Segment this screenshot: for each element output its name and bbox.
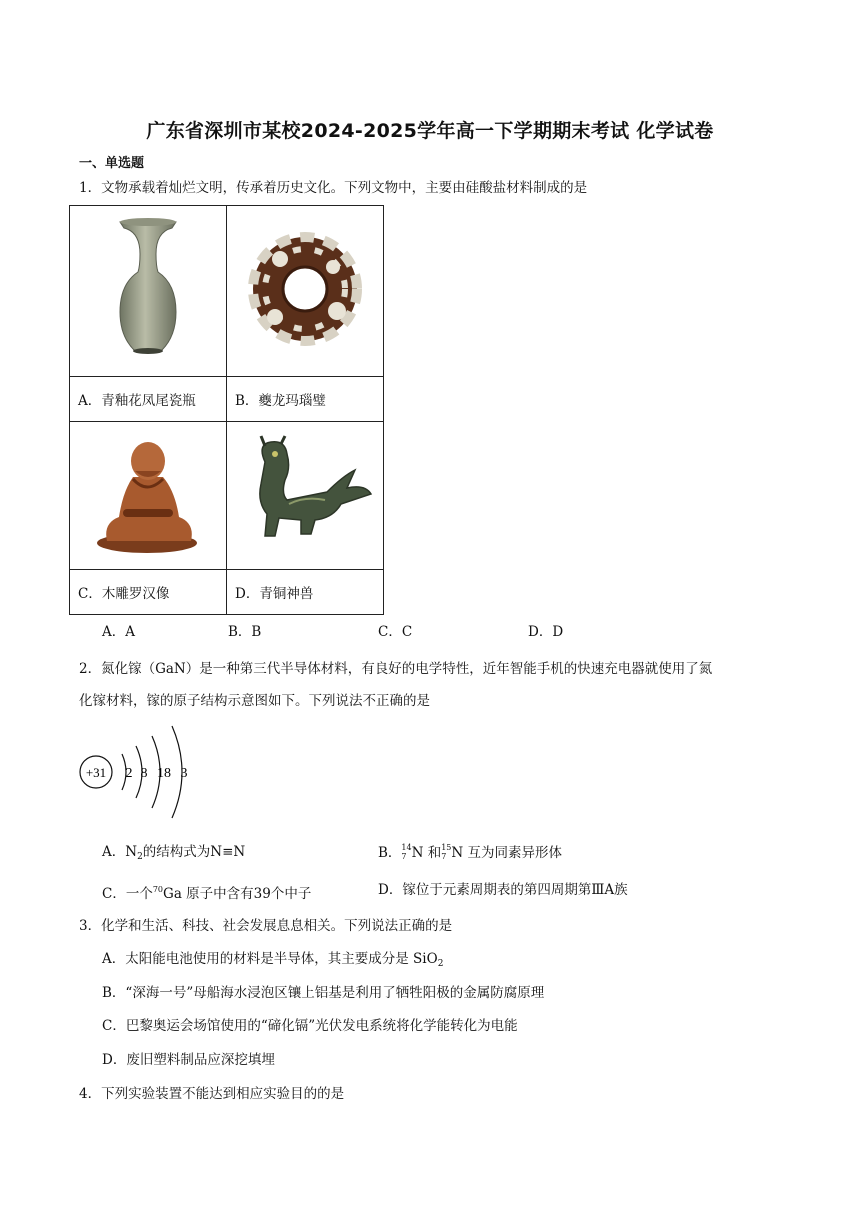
question-4-stem: 4．下列实验装置不能达到相应实验目的的是: [79, 1086, 345, 1102]
q2-option-b-atomic-7a: 7: [401, 852, 407, 861]
q2-option-a-text: 的结构式为N≡N: [142, 844, 246, 860]
q2-option-c-mass-number: 70: [152, 885, 164, 894]
bronze-beast-image: [235, 434, 375, 554]
bronze-beast-image-cell: [227, 422, 384, 570]
q2-option-b-text: N 互为同素异形体: [451, 845, 563, 861]
shell-3-count: 18: [157, 766, 171, 781]
q2-option-c-prefix: C．一个: [102, 886, 153, 902]
q2-option-b-middle: N 和: [411, 845, 442, 861]
question-2-stem-line2: 化镓材料，镓的原子结构示意图如下。下列说法不正确的是: [79, 693, 430, 709]
q2-option-c-text: Ga 原子中含有39个中子: [163, 886, 312, 902]
shell-1-count: 2: [125, 766, 133, 781]
question-1-stem: 1．文物承载着灿烂文明，传承着历史文化。下列文物中，主要由硅酸盐材料制成的是: [79, 180, 588, 196]
vase-image-cell: [70, 206, 227, 377]
option-b-cell: B．夔龙玛瑙璧: [227, 377, 384, 422]
question-1-image-table: [69, 205, 384, 615]
q3-option-a-subscript: 2: [437, 959, 444, 969]
q2-option-b[interactable]: [378, 843, 562, 862]
option-a-cell: A．青釉花凤尾瓷瓶: [70, 377, 227, 422]
shell-2-count: 8: [140, 766, 148, 781]
q3-option-a-text: A．太阳能电池使用的材料是半导体，其主要成分是 SiO: [102, 951, 438, 967]
section-heading: 一、单选题: [79, 156, 145, 171]
q2-option-a-subscript: 2: [137, 852, 143, 862]
q3-option-b[interactable]: B．“深海一号”母船海水浸泡区镶上铝基是利用了牺牲阳极的金属防腐原理: [102, 985, 545, 1001]
arhat-image-cell: [70, 422, 227, 570]
q1-option-c[interactable]: C．C: [378, 624, 413, 640]
page-title: 广东省深圳市某校2024-2025学年高一下学期期末考试 化学试卷: [146, 120, 714, 142]
celadon-vase-image: [98, 214, 198, 364]
gallium-atomic-structure-diagram: [78, 722, 198, 822]
q2-option-a-symbol: N: [125, 844, 138, 860]
q3-option-a[interactable]: [102, 950, 443, 973]
question-3-stem: 3．化学和生活、科技、社会发展息息相关。下列说法正确的是: [79, 918, 453, 934]
q2-option-b-atomic-7b: 7: [441, 852, 447, 861]
wooden-arhat-image: [93, 431, 203, 556]
question-2-stem-line1: 2．氮化镓（GaN）是一种第三代半导体材料，有良好的电学特性，近年智能手机的快速充电器就使用了氮: [79, 661, 713, 677]
q2-option-b-mass-15: 15: [441, 843, 452, 852]
q2-option-a-prefix: A．: [102, 844, 126, 860]
q2-option-a[interactable]: [102, 843, 245, 866]
shell-4-count: 3: [180, 766, 188, 781]
agate-disc-image-cell: [227, 206, 384, 377]
q1-option-b[interactable]: B．B: [228, 624, 262, 640]
q3-option-d[interactable]: D．废旧塑料制品应深挖填埋: [102, 1052, 275, 1068]
q2-option-b-prefix: B．: [378, 845, 402, 861]
option-d-cell: D．青铜神兽: [227, 570, 384, 615]
q1-option-d[interactable]: D．D: [528, 624, 564, 640]
q2-option-d[interactable]: D．镓位于元素周期表的第四周期第ⅢA族: [378, 882, 628, 898]
option-c-cell: C．木雕罗汉像: [70, 570, 227, 615]
q1-option-a[interactable]: A．A: [102, 624, 135, 640]
q3-option-c[interactable]: C．巴黎奥运会场馆使用的“碲化镉”光伏发电系统将化学能转化为电能: [102, 1018, 518, 1034]
agate-disc-image: [245, 229, 365, 349]
nucleus-label: +31: [85, 765, 107, 780]
q2-option-c[interactable]: [102, 881, 311, 903]
q2-option-b-mass-14: 14: [401, 843, 412, 852]
